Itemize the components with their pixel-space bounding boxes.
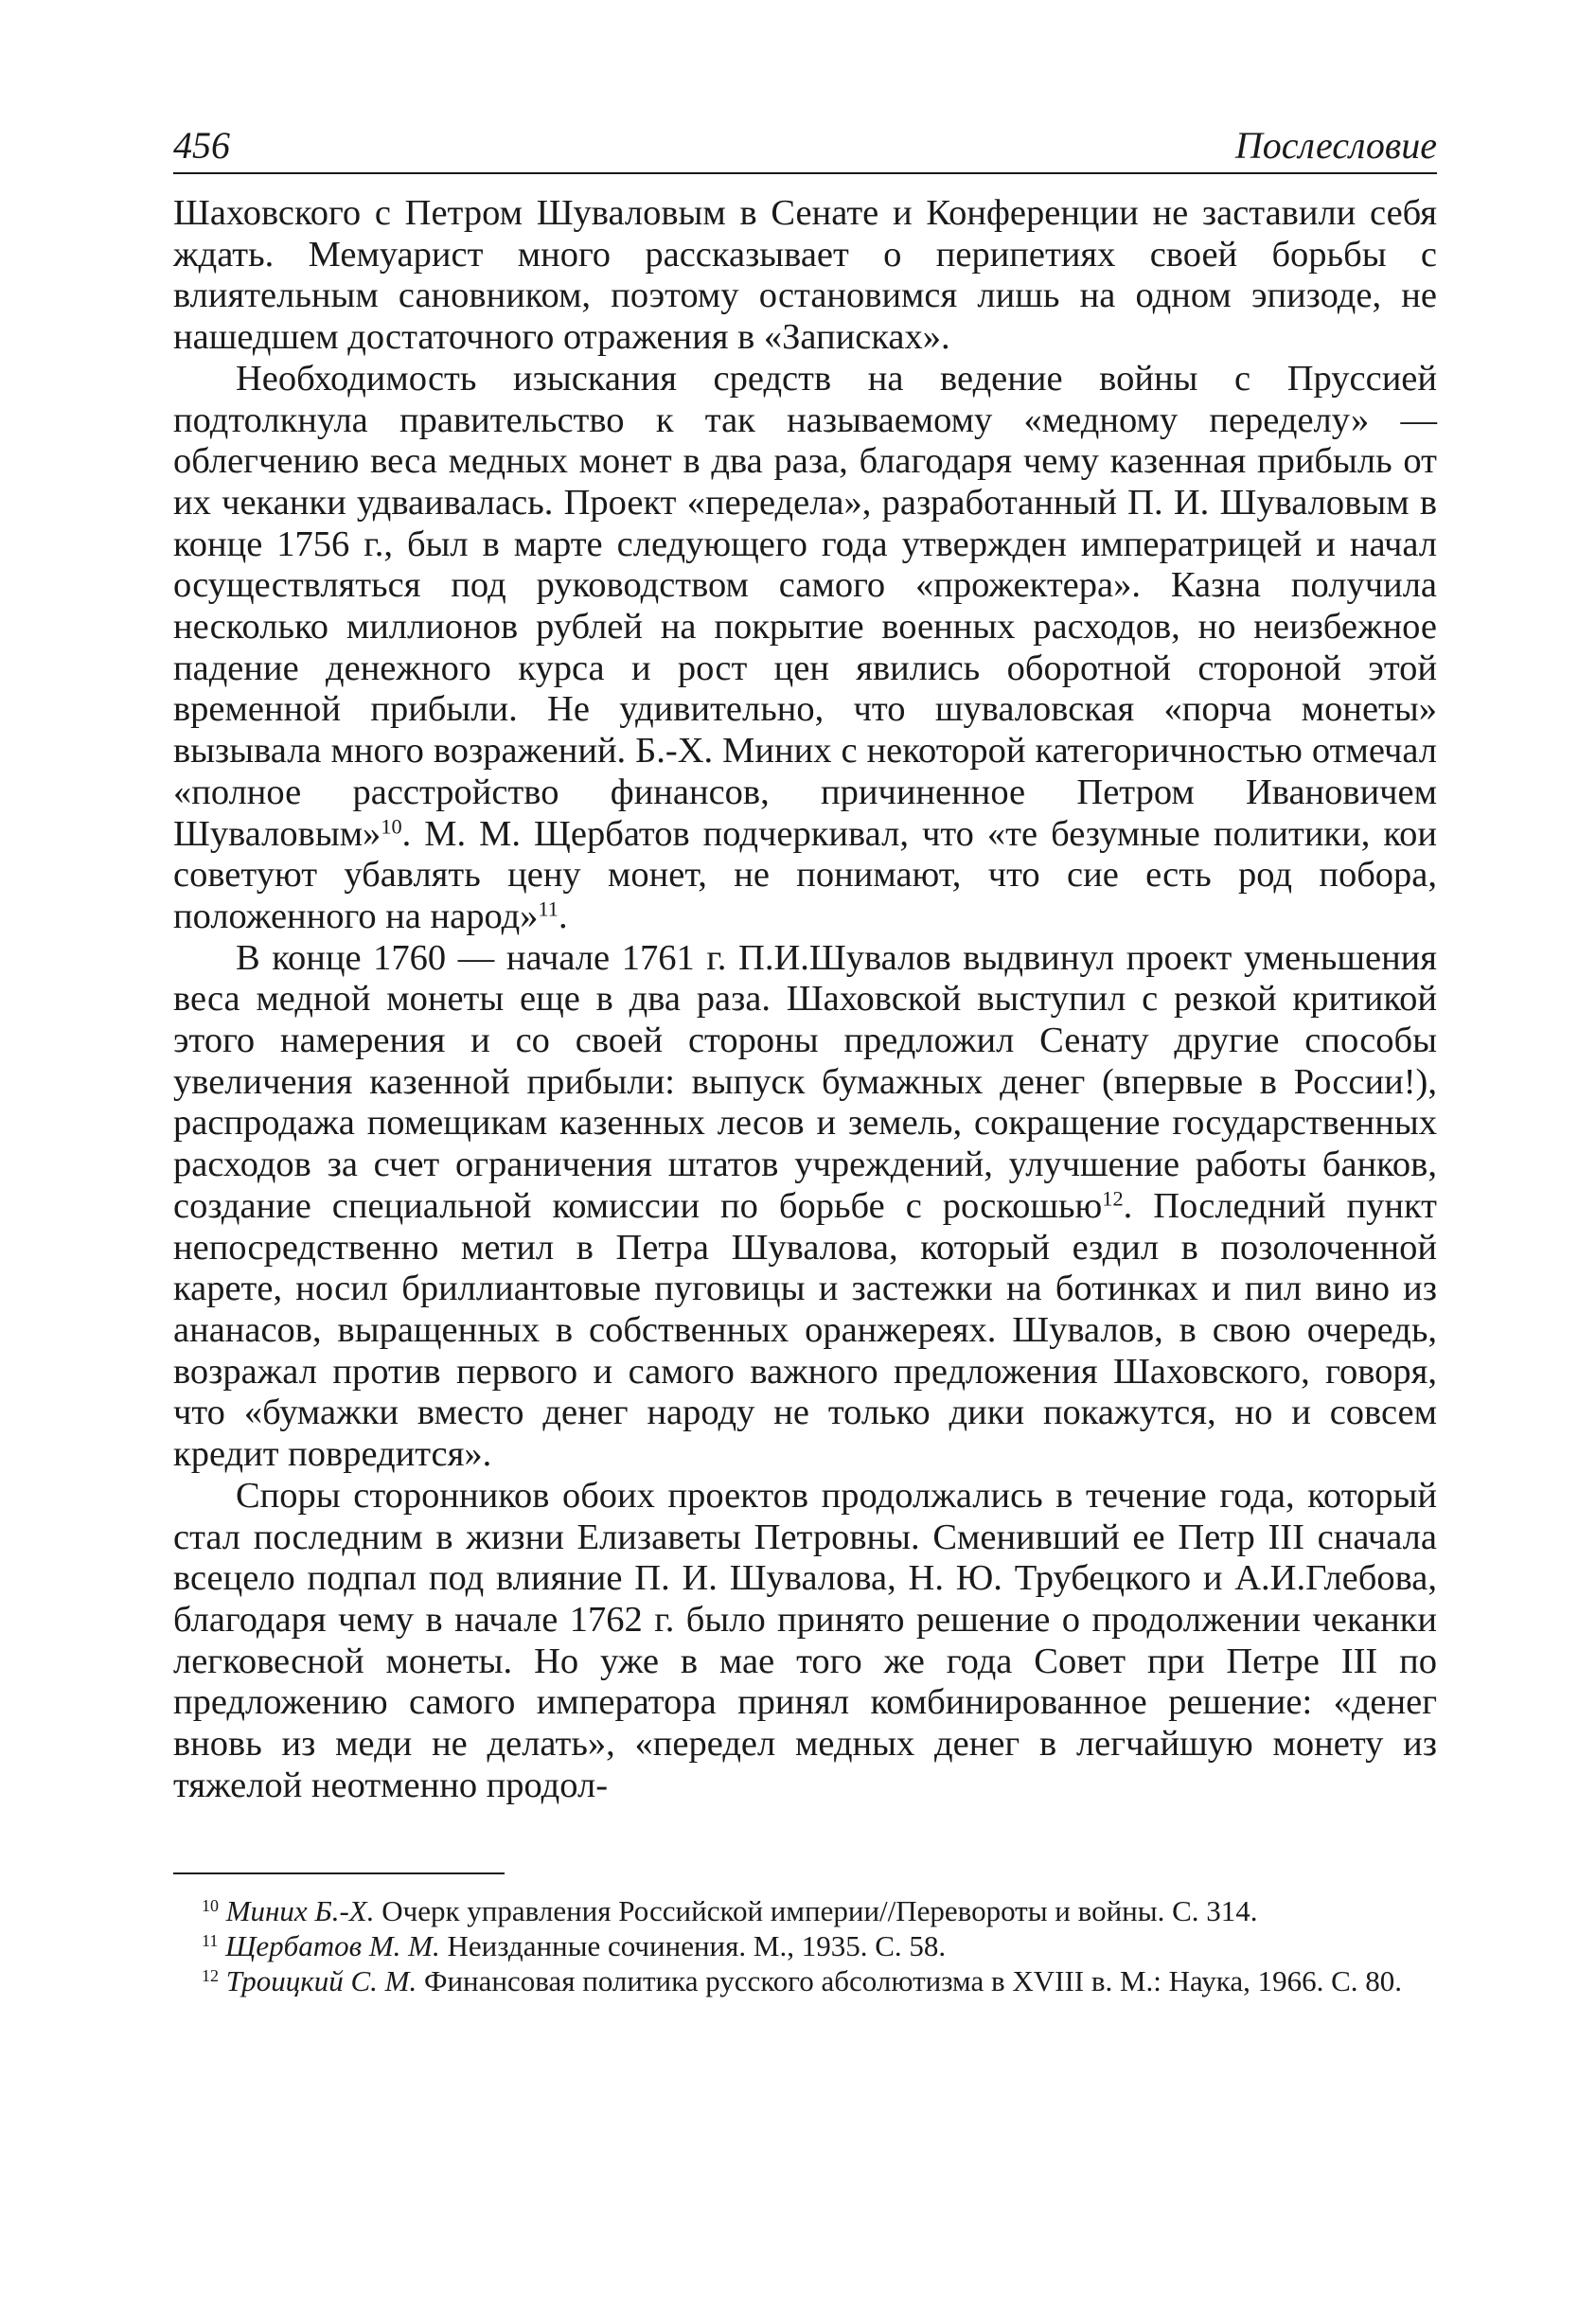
footnote-ref-11: 11 xyxy=(538,896,559,921)
section-title: Послесловие xyxy=(1234,124,1437,167)
body-text xyxy=(173,193,1437,1806)
footnote-author: Миних Б.-Х. xyxy=(225,1894,375,1928)
footnote-author: Троицкий С. М. xyxy=(225,1964,417,1998)
paragraph-4 xyxy=(173,1476,1437,1807)
running-head xyxy=(173,123,1437,174)
footnote-11 xyxy=(173,1928,1437,1963)
footnote-author: Щербатов М. М. xyxy=(225,1929,440,1963)
book-page xyxy=(173,123,1437,1998)
footnote-number: 12 xyxy=(202,1966,219,1986)
paragraph-2-text-a: Необходимость изыскания средств на ведение войны с Пруссией подтолкнула правительство к так называемому «медному переделу» — облегчению веса медных монет в два раза, благодаря чему казенная прибыль от их чеканки удваивалась. Проект «передела», разработанный П. И. Шуваловым в конце 1756 г., был в марте следующего года утвержден императрицей и начал осуществляться под руководством самого «прожектера». Казна получила несколько миллионов рублей на покрытие военных расходов, но неизбежное падение денежного курса и рост цен явились оборотной стороной этой временной прибыли. Не удивительно, что шуваловская «порча монеты» вызывала много возражений. Б.-Х. Миних с некоторой категоричностью отмечал «полное расстройство финансов, причиненное Петром Ивановичем Шуваловым» xyxy=(173,358,1437,854)
footnote-number: 11 xyxy=(202,1931,219,1951)
paragraph-3-text-a: В конце 1760 — начале 1761 г. П.И.Шувалов выдвинул проект уменьшения веса медной монеты еще в два раза. Шаховской выступил с резкой критикой этого намерения и со своей стороны предложил Сенату другие способы увеличения казенной прибыли: выпуск бумажных денег (впервые в России!), распродажа помещикам казенных лесов и земель, сокращение государственных расходов за счет ограничения штатов учреждений, улучшение работы банков, создание специальной комиссии по борьбе с роскошью xyxy=(173,937,1437,1226)
footnote-ref-10: 10 xyxy=(381,814,402,839)
footnote-ref-12: 12 xyxy=(1102,1186,1124,1211)
footnote-text: Очерк управления Российской империи//Перевороты и войны. С. 314. xyxy=(374,1894,1258,1928)
paragraph-2 xyxy=(173,359,1437,938)
footnote-separator xyxy=(173,1872,505,1874)
page-number: 456 xyxy=(173,124,230,167)
paragraph-2-text-c: . xyxy=(558,896,568,936)
footnote-text: Финансовая политика русского абсолютизма в XVIII в. М.: Наука, 1966. С. 80. xyxy=(417,1964,1403,1998)
paragraph-3-text-b: . Последний пункт непосредственно метил в Петра Шувалова, который ездил в позолоченной карете, носил бриллиантовые пуговицы и застежки на ботинках и пил вино из ананасов, выращенных в собственных оранжереях. Шувалов, в свою очередь, возражал против первого и самого важного предложения Шаховского, говоря, что «бумажки вместо денег народу не только дики покажутся, но и совсем кредит повредится». xyxy=(173,1185,1437,1475)
paragraph-1 xyxy=(173,193,1437,359)
footnote-12 xyxy=(173,1963,1437,1998)
footnote-text: Неизданные сочинения. М., 1935. С. 58. xyxy=(439,1929,947,1963)
paragraph-4-text: Споры сторонников обоих проектов продолжались в течение года, который стал последним в жизни Елизаветы Петровны. Сменивший ее Петр III сначала всецело подпал под влияние П. И. Шувалова, Н. Ю. Трубецкого и А.И.Глебова, благодаря чему в начале 1762 г. было принято решение о продолжении чеканки легковесной монеты. Но уже в мае того же года Совет при Петре III по предложению самого императора принял комбинированное решение: «денег вновь из меди не делать», «передел медных денег в легчайшую монету из тяжелой неотменно продол- xyxy=(173,1475,1437,1805)
footnote-number: 10 xyxy=(202,1896,219,1916)
paragraph-1-text: Шаховского с Петром Шуваловым в Сенате и Конференции не заставили себя ждать. Мемуарист много рассказывает о перипетиях своей борьбы с влиятельным сановником, поэтому остановимся лишь на одном эпизоде, не нашедшем достаточного отражения в «Записках». xyxy=(173,193,1437,358)
footnote-10 xyxy=(173,1893,1437,1928)
paragraph-3 xyxy=(173,938,1437,1476)
paragraph-2-text-b: . М. М. Щербатов подчеркивал, что «те безумные политики, кои советуют убавлять цену монет, не понимают, что сие есть род побора, положенного на народ» xyxy=(173,813,1437,936)
footnotes xyxy=(173,1893,1437,1998)
